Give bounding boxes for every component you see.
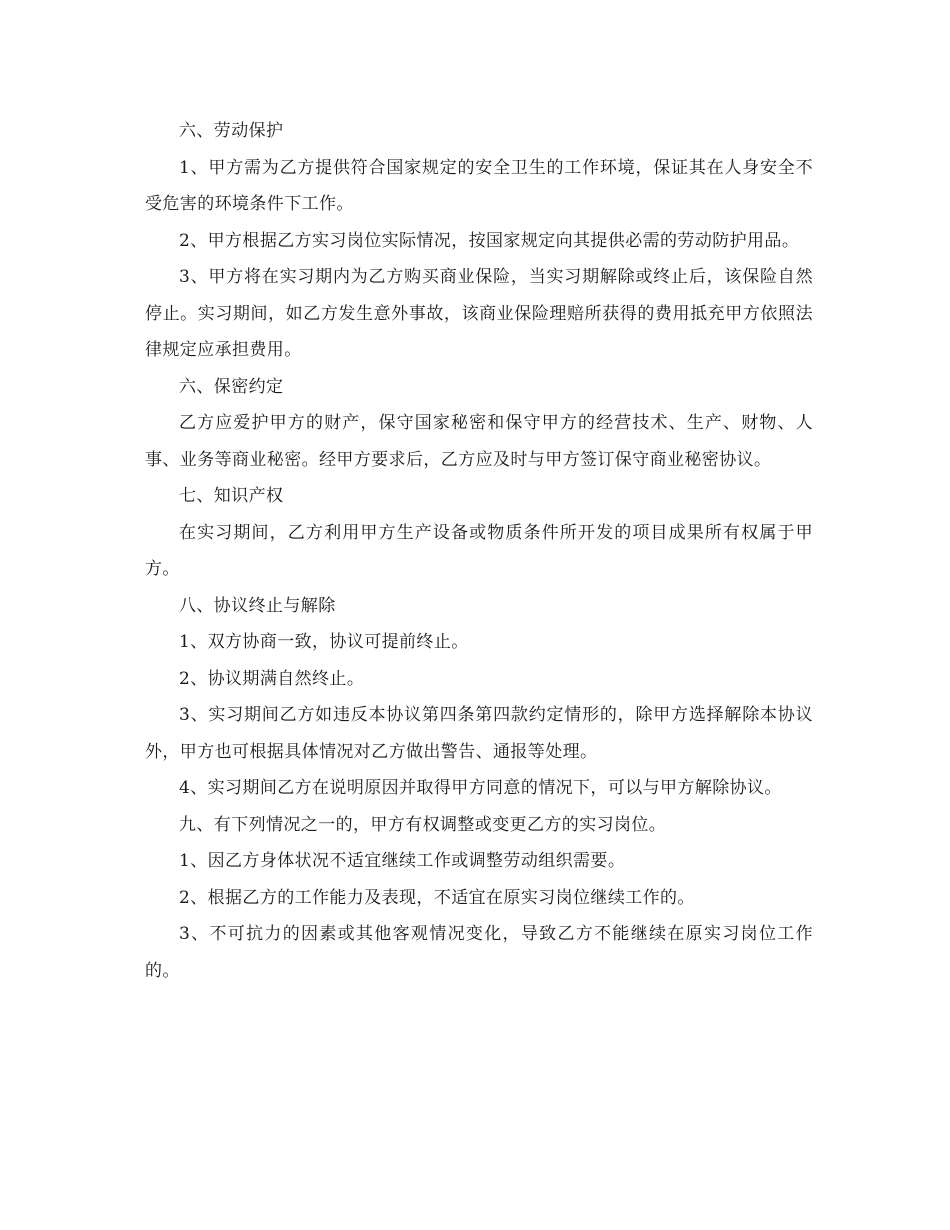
paragraph: 2、甲方根据乙方实习岗位实际情况，按国家规定向其提供必需的劳动防护用品。 — [179, 230, 800, 251]
section-heading-termination: 八、协议终止与解除 — [179, 595, 336, 616]
paragraph: 1、甲方需为乙方提供符合国家规定的安全卫生的工作环境，保证其在人身安全不受危害的环境条件下工作。 — [145, 157, 813, 214]
section-heading-confidentiality: 六、保密约定 — [179, 376, 284, 397]
paragraph: 3、不可抗力的因素或其他客观情况变化，导致乙方不能继续在原实习岗位工作的。 — [145, 924, 813, 981]
paragraph: 乙方应爱护甲方的财产，保守国家秘密和保守甲方的经营技术、生产、财物、人事、业务等商业秘密。经甲方要求后，乙方应及时与甲方签订保守商业秘密协议。 — [145, 413, 813, 470]
paragraph: 1、双方协商一致，协议可提前终止。 — [179, 632, 469, 652]
section-heading-position-adjustment: 九、有下列情况之一的，甲方有权调整或变更乙方的实习岗位。 — [179, 814, 667, 835]
paragraph: 在实习期间，乙方利用甲方生产设备或物质条件所开发的项目成果所有权属于甲方。 — [145, 522, 813, 579]
section-heading-labor-protection: 六、劳动保护 — [179, 121, 284, 141]
document-body — [145, 113, 813, 989]
section-heading-intellectual-property: 七、知识产权 — [179, 486, 284, 506]
paragraph: 4、实习期间乙方在说明原因并取得甲方同意的情况下，可以与甲方解除协议。 — [179, 778, 782, 798]
paragraph: 3、甲方将在实习期内为乙方购买商业保险，当实习期解除或终止后，该保险自然停止。实习期间，如乙方发生意外事故，该商业保险理赔所获得的费用抵充甲方依照法律规定应承担费用。 — [145, 267, 813, 360]
paragraph: 2、协议期满自然终止。 — [179, 668, 365, 689]
paragraph: 1、因乙方身体状况不适宜继续工作或调整劳动组织需要。 — [179, 851, 626, 871]
paragraph: 3、实习期间乙方如违反本协议第四条第四款约定情形的，除甲方选择解除本协议外，甲方也可根据具体情况对乙方做出警告、通报等处理。 — [145, 705, 813, 762]
paragraph: 2、根据乙方的工作能力及表现，不适宜在原实习岗位继续工作的。 — [179, 887, 695, 908]
